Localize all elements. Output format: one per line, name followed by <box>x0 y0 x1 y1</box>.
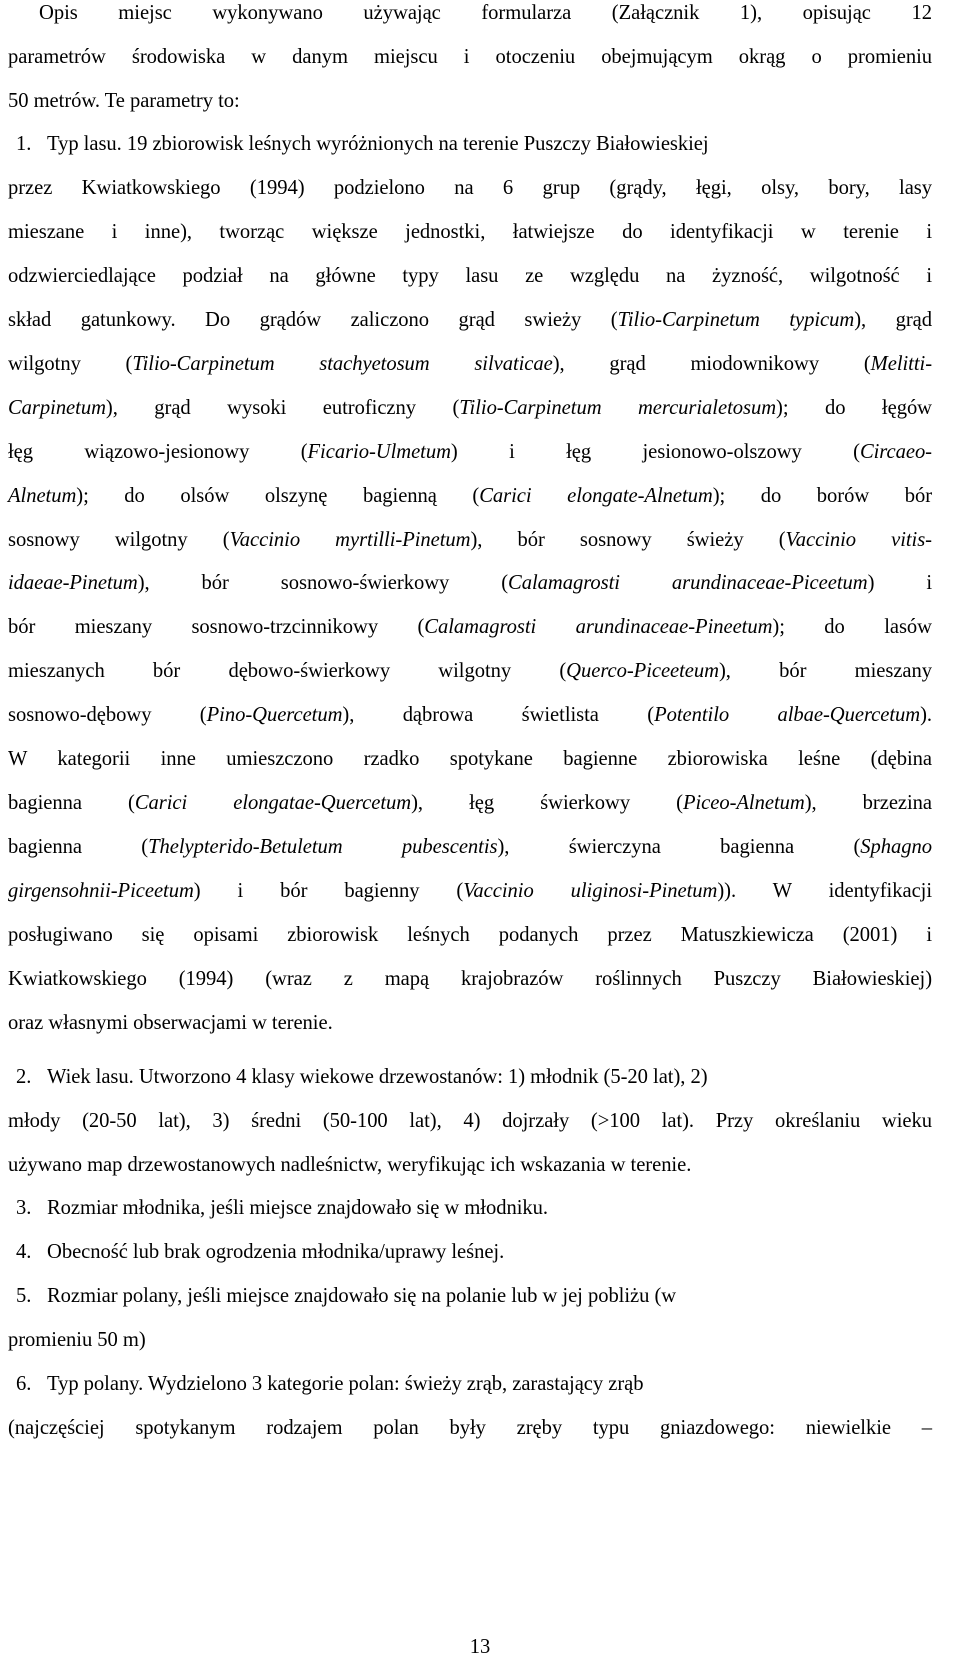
item1-line-18 <box>8 878 932 904</box>
item1-line-16 <box>8 790 932 816</box>
item5-line-2 <box>8 1327 932 1353</box>
latin-taxon-name: Alnetum <box>8 485 77 507</box>
latin-taxon-name: Melitti- <box>870 353 933 375</box>
text-run: mieszane i inne), tworząc większe jednostki, łatwiejsze do identyfikacji w terenie i <box>8 221 932 243</box>
text-run: (najczęściej spotykanym rodzajem polan były zręby typu gniazdowego: niewielkie – <box>8 1417 932 1439</box>
text-run: ); do olsów olszynę bagienną ( <box>76 485 480 507</box>
list-number: 1. <box>16 133 32 155</box>
item1-line-8 <box>8 439 932 465</box>
item1-line-4 <box>8 263 932 289</box>
text-run: oraz własnymi obserwacjami w terenie. <box>8 1012 333 1034</box>
list-item-text: Typ lasu. 19 zbiorowisk leśnych wyróżnionych na terenie Puszczy Białowieskiej <box>47 133 709 155</box>
latin-taxon-name: Vaccinio uliginosi-Pinetum <box>463 880 718 902</box>
text-run: promieniu 50 m) <box>8 1329 146 1351</box>
latin-taxon-name: Vaccinio myrtilli-Pinetum <box>229 529 471 551</box>
latin-taxon-name: Sphagno <box>860 836 933 858</box>
text-run: ) i łęg jesionowo-olszowy ( <box>450 441 860 463</box>
item1-line-13 <box>8 658 932 684</box>
latin-taxon-name: Thelypterido-Betuletum pubescentis <box>148 836 498 858</box>
latin-taxon-name: girgensohnii-Piceetum <box>8 880 194 902</box>
text-run: ), brzezina <box>804 792 933 814</box>
page-number: 13 <box>469 1636 491 1658</box>
latin-taxon-name: Circaeo- <box>859 441 932 463</box>
latin-taxon-name: Vaccinio vitis- <box>785 529 932 551</box>
item1-line-11 <box>8 570 932 596</box>
text-run: ), dąbrowa świetlista ( <box>342 704 655 726</box>
latin-taxon-name: Querco-Piceeteum <box>566 660 719 682</box>
latin-taxon-name: idaeae-Pinetum <box>8 572 138 594</box>
text-run: mieszanych bór dębowo-świerkowy wilgotny ( <box>8 660 567 682</box>
text-run: używano map drzewostanowych nadleśnictw, weryfikując ich wskazania w terenie. <box>8 1154 692 1176</box>
intro-line-2: parametrów środowiska w danym miejscu i otoczeniu obejmującym okrąg o promieniu <box>8 46 932 68</box>
text-run: bagienna ( <box>8 836 149 858</box>
item2-line-3 <box>8 1152 932 1178</box>
intro-line-3: 50 metrów. Te parametry to: <box>8 90 240 112</box>
item1-line-14 <box>8 702 932 728</box>
text-run: ), grąd miodownikowy ( <box>552 353 871 375</box>
list-item-text: Obecność lub brak ogrodzenia młodnika/uprawy leśnej. <box>47 1241 505 1263</box>
latin-taxon-name: Carici elongate-Alnetum <box>479 485 713 507</box>
item1-line-3 <box>8 219 932 245</box>
item1-line-15 <box>8 746 932 772</box>
latin-taxon-name: Ficario-Ulmetum <box>307 441 451 463</box>
intro-line-1: Opis miejsc wykonywano używając formularza (Załącznik 1), opisując 12 <box>39 2 932 24</box>
text-run: bór mieszany sosnowo-trzcinnikowy ( <box>8 616 425 638</box>
item1-line-7 <box>8 395 932 421</box>
text-run: ), grąd <box>854 309 932 331</box>
item2-line-2 <box>8 1108 932 1134</box>
text-run: sosnowo-dębowy ( <box>8 704 207 726</box>
text-run: skład gatunkowy. Do grądów zaliczono grąd swieży ( <box>8 309 618 331</box>
text-run: ); do łęgów <box>776 397 933 419</box>
list-number: 2. <box>16 1066 32 1088</box>
item6-line-2 <box>8 1415 932 1441</box>
text-run: ), łęg świerkowy ( <box>411 792 683 814</box>
item1-line-9 <box>8 483 932 509</box>
latin-taxon-name: Carici elongatae-Quercetum <box>134 792 412 814</box>
text-run: ), bór sosnowo-świerkowy ( <box>137 572 509 594</box>
latin-taxon-name: Tilio-Carpinetum typicum <box>617 309 855 331</box>
text-run: )). W identyfikacji <box>717 880 932 902</box>
latin-taxon-name: Calamagrosti arundinaceae-Pineetum <box>424 616 773 638</box>
list-number: 4. <box>16 1241 32 1263</box>
text-run: ), grąd wysoki eutroficzny ( <box>105 397 460 419</box>
item1-line-6 <box>8 351 932 377</box>
latin-taxon-name: Tilio-Carpinetum mercurialetosum <box>459 397 777 419</box>
list-number: 6. <box>16 1373 32 1395</box>
item1-line-17 <box>8 834 932 860</box>
text-run: ) i bór bagienny ( <box>193 880 464 902</box>
list-number: 5. <box>16 1285 32 1307</box>
text-run: wilgotny ( <box>8 353 133 375</box>
text-run: ), bór sosnowy świeży ( <box>470 529 786 551</box>
list-item-text: Typ polany. Wydzielono 3 kategorie polan: świeży zrąb, zarastający zrąb <box>47 1373 644 1395</box>
text-run: odzwierciedlające podział na główne typy lasu ze względu na żyzność, wilgotność i <box>8 265 932 287</box>
latin-taxon-name: Pino-Quercetum <box>206 704 343 726</box>
list-item-text: Rozmiar młodnika, jeśli miejsce znajdowało się w młodniku. <box>47 1197 548 1219</box>
text-run: ); do borów bór <box>712 485 932 507</box>
text-run: łęg wiązowo-jesionowy ( <box>8 441 308 463</box>
text-run: posługiwano się opisami zbiorowisk leśnych podanych przez Matuszkiewicza (2001) i <box>8 924 932 946</box>
text-run: ); do lasów <box>772 616 932 638</box>
latin-taxon-name: Potentilo albae-Quercetum <box>654 704 921 726</box>
item1-line-12 <box>8 614 932 640</box>
latin-taxon-name: Piceo-Alnetum <box>682 792 805 814</box>
text-run: ), świerczyna bagienna ( <box>497 836 861 858</box>
item1-line-5 <box>8 307 932 333</box>
text-run: sosnowy wilgotny ( <box>8 529 230 551</box>
text-run: przez Kwiatkowskiego (1994) podzielono na 6 grup (grądy, łęgi, olsy, bory, lasy <box>8 177 932 199</box>
text-run: W kategorii inne umieszczono rzadko spotykane bagienne zbiorowiska leśne (dębina <box>8 748 932 770</box>
item1-line-10 <box>8 527 932 553</box>
latin-taxon-name: Carpinetum <box>8 397 106 419</box>
text-run: bagienna ( <box>8 792 135 814</box>
text-run: Kwiatkowskiego (1994) (wraz z mapą krajobrazów roślinnych Puszczy Białowieskiej) <box>8 968 932 990</box>
latin-taxon-name: Tilio-Carpinetum stachyetosum silvaticae <box>132 353 553 375</box>
text-run: ), bór mieszany <box>718 660 932 682</box>
list-item-text: Wiek lasu. Utworzono 4 klasy wiekowe drzewostanów: 1) młodnik (5-20 lat), 2) <box>47 1066 708 1088</box>
item1-line-2 <box>8 175 932 201</box>
text-run: ) i <box>867 572 932 594</box>
item1-line-20 <box>8 966 932 992</box>
list-number: 3. <box>16 1197 32 1219</box>
text-run: młody (20-50 lat), 3) średni (50-100 lat), 4) dojrzały (>100 lat). Przy określaniu wieku <box>8 1110 932 1132</box>
latin-taxon-name: Calamagrosti arundinaceae-Piceetum <box>508 572 868 594</box>
list-item-text: Rozmiar polany, jeśli miejsce znajdowało się na polanie lub w jej pobliżu (w <box>47 1285 677 1307</box>
item1-line-21 <box>8 1010 932 1036</box>
item1-line-19 <box>8 922 932 948</box>
text-run: ). <box>920 704 932 726</box>
